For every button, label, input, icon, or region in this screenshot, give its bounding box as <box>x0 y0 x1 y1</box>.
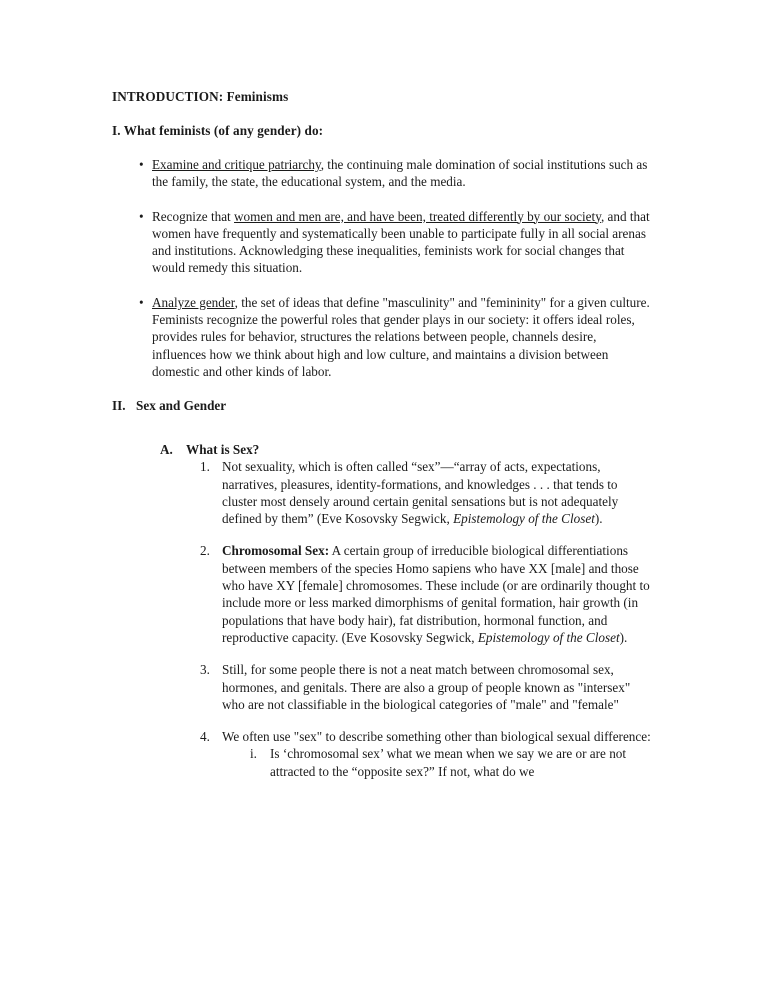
bullet-prefix: Recognize that <box>152 208 235 224</box>
bullet-text: , the set of ideas that define "masculinity" and "femininity" for a given culture. Feminists recognize the powerful roles that gender plays in our society: it offers ideal roles, provides rules for behavior, structures the relations between people, channels desire, influences how we think about high and low culture, and maintains a division between domestic and other kinds of labor. <box>152 294 650 379</box>
bullet-text: , and that women have frequently and systematically been unable to participate fully in all social arenas and institutions. Acknowledging these inequalities, feminists work for social changes that would remedy this situation. <box>152 208 650 276</box>
sex-usage-sublist <box>222 745 652 780</box>
list-item <box>112 542 652 646</box>
document-body <box>112 88 652 780</box>
list-item <box>112 458 652 527</box>
bullet-underlined-lead: Examine and critique patriarchy <box>152 157 321 172</box>
bullet-underlined-lead: women and men are, and have been, treated differently by our society <box>234 208 601 224</box>
list-item-text: Not sexuality, which is often called “sex”—“array of acts, expectations, narratives, pleasures, identity-formations, and knowledges . . . that tends to cluster most densely around certain genital sensations but is not adequately defined by them” (Eve Kosovsky Segwick, <box>222 459 619 527</box>
subsection-heading-a <box>112 441 652 458</box>
list-item-number: 4. <box>200 729 210 745</box>
list-item-text: We often use "sex" to describe something other than biological sexual difference: <box>222 729 651 745</box>
section-heading-i: I. What feminists (of any gender) do: <box>112 123 324 138</box>
sublist-item-text: Is ‘chromosomal sex’ what we mean when we say we are or are not attracted to the “opposite sex?” If not, what do we <box>270 746 627 779</box>
bullet-text: , the continuing male domination of social institutions such as the family, the state, the educational system, and the media. <box>152 157 648 190</box>
list-item-number: 2. <box>200 543 210 559</box>
section-number-ii: II. <box>112 398 126 414</box>
subsection-title-a: What is Sex? <box>186 442 260 458</box>
section-heading-ii <box>112 397 652 414</box>
list-item <box>112 156 652 191</box>
list-item-number: 1. <box>200 459 210 475</box>
list-item <box>112 294 652 380</box>
bullet-icon: • <box>139 157 144 172</box>
list-item-number: 3. <box>200 662 210 678</box>
cited-work-title: Epistemology of the Closet <box>453 511 595 527</box>
list-item <box>222 745 652 780</box>
spacer <box>112 414 652 431</box>
sublist-item-number: i. <box>250 746 257 762</box>
cited-work-title: Epistemology of the Closet <box>477 629 620 645</box>
list-item <box>112 728 652 780</box>
feminist-actions-list <box>112 156 652 380</box>
spacer <box>112 431 652 441</box>
bullet-underlined-lead: Analyze gender <box>152 294 235 310</box>
list-item-text-tail: ). <box>619 629 628 645</box>
spacer <box>112 139 652 156</box>
list-item-text-tail: ). <box>594 511 603 527</box>
list-item <box>112 661 652 713</box>
list-item-text: Still, for some people there is not a neat match between chromosomal sex, hormones, and genitals. There are also a group of people known as "intersex" who are not classifiable in the biological categories of "male" and "female" <box>222 662 631 712</box>
sex-definition-list <box>112 458 652 780</box>
bullet-icon: • <box>139 294 144 310</box>
list-item <box>112 208 652 277</box>
subsection-letter-a: A. <box>160 442 173 458</box>
spacer <box>112 380 652 397</box>
spacer <box>112 105 652 122</box>
document-title: INTRODUCTION: Feminisms <box>112 89 289 104</box>
bullet-icon: • <box>139 208 144 224</box>
list-item-text: A certain group of irreducible biological differentiations between members of the species Homo sapiens who have XX [male] and those who have XY [female] chromosomes. These include (or are ordinarily thought to include more or less marked dimorphisms of genital formation, hair growth (in populations that have body hair), fat distribution, hormonal function, and reproductive capacity. (Eve Kosovsky Segwick, <box>222 543 650 645</box>
section-title-ii: Sex and Gender <box>136 398 227 414</box>
term-label: Chromosomal Sex: <box>222 543 330 559</box>
